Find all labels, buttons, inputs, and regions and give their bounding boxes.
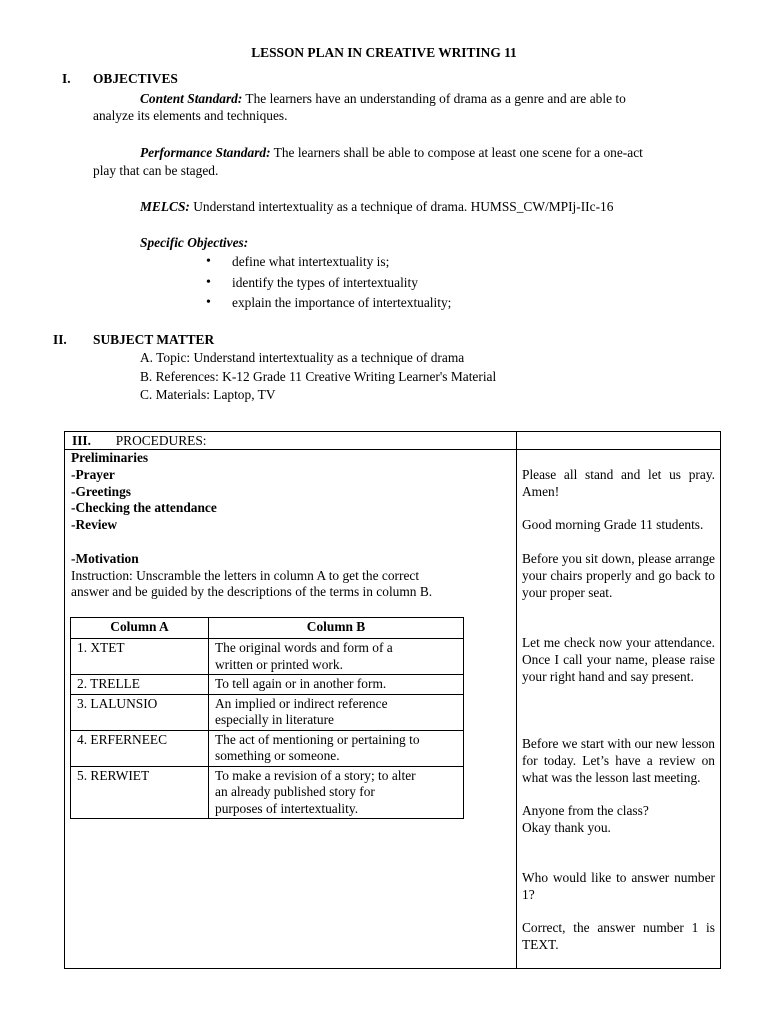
unscramble-table [70,617,464,819]
list-item: A. Topic: Understand intertextuality as a technique of drama [140,350,465,365]
subject-matter-heading: SUBJECT MATTER [93,332,215,347]
list-item: • define what intertextuality is; [232,253,451,274]
instruction-text: Instruction: Unscramble the letters in column A to get the correct [71,568,420,583]
description-line: something or someone. [215,748,340,763]
procedures-header [72,432,206,449]
column-b-header: Column B [209,618,464,639]
scrambled-word: 4. ERFERNEEC [71,730,209,766]
header-divider [65,449,720,450]
table-row [71,694,464,730]
specific-objectives-label: Specific Objectives: [140,235,249,250]
procedures-heading: PROCEDURES: [115,433,207,448]
teacher-seating: Before you sit down, please arrange your chairs properly and go back to your proper seat. [522,551,715,600]
attendance-item: -Checking the attendance [71,500,217,515]
table-row [71,675,464,695]
objectives-number: I. [62,71,71,86]
term-description [209,766,464,819]
description-line: To tell again or in another form. [215,676,387,691]
column-divider [516,432,517,968]
scrambled-word: 1. XTET [71,639,209,675]
description-line: written or printed work. [215,656,343,672]
teacher-correct: Correct, the answer number 1 is TEXT. [522,920,715,952]
term-description [209,694,464,730]
document-title: LESSON PLAN IN CREATIVE WRITING 11 [251,45,517,60]
term-description [209,730,464,766]
description-line: To make a revision of a story; to alter [215,767,416,783]
content-standard-text-cont: analyze its elements and techniques. [93,108,288,123]
table-row [71,639,464,675]
teacher-greeting: Good morning Grade 11 students. [522,517,704,532]
scrambled-word: 5. RERWIET [71,766,209,819]
content-standard-text: The learners have an understanding of drama as a genre and are able to [242,91,626,106]
description-line: The act of mentioning or pertaining to [215,731,420,747]
description-line: purposes of intertextuality. [215,800,359,816]
greetings-item: -Greetings [71,484,131,499]
teacher-review: Before we start with our new lesson for today. Let’s have a review on what was the lesson last meeting. [522,736,715,785]
subject-matter-number: II. [53,332,67,347]
procedures-number: III. [72,433,91,448]
performance-standard-label: Performance Standard: [140,145,271,160]
melcs [140,198,613,215]
specific-objectives-list [232,253,451,315]
teacher-question: Anyone from the class? [522,803,649,818]
prayer-item: -Prayer [71,467,115,482]
teacher-ask-answer: Who would like to answer number 1? [522,870,715,902]
table-header-row [71,618,464,639]
objectives-heading: OBJECTIVES [93,71,178,86]
column-a-header: Column A [71,618,209,639]
preliminaries-heading: Preliminaries [71,450,149,465]
term-description [209,675,464,695]
list-item: B. References: K-12 Grade 11 Creative Writing Learner's Material [140,368,497,384]
list-item: • explain the importance of intertextuality; [232,294,451,315]
scrambled-word: 2. TRELLE [71,675,209,695]
melcs-text: Understand intertextuality as a technique of drama. HUMSS_CW/MPIj-IIc-16 [189,199,614,214]
description-line: especially in literature [215,712,334,727]
description-line: The original words and form of a [215,640,393,655]
teacher-thanks: Okay thank you. [522,820,611,835]
motivation-item: -Motivation [71,551,139,566]
performance-standard-text-cont: play that can be staged. [93,163,219,178]
description-line: an already published story for [215,784,375,799]
teacher-attendance: Let me check now your attendance. Once I call your name, please raise your right hand and say present. [522,635,715,684]
performance-standard-text: The learners shall be able to compose at least one scene for a one-act [270,145,643,160]
instruction-text-cont: answer and be guided by the descriptions of the terms in column B. [71,584,433,599]
performance-standard [140,144,643,161]
subject-matter-list [140,349,496,405]
description-line: An implied or indirect reference [215,695,388,711]
term-description [209,639,464,675]
list-item: C. Materials: Laptop, TV [140,387,276,402]
content-standard [140,90,626,107]
content-standard-label: Content Standard: [140,91,243,106]
table-row [71,730,464,766]
scrambled-word: 3. LALUNSIO [71,694,209,730]
table-row [71,766,464,819]
teacher-prayer: Please all stand and let us pray. Amen! [522,467,715,499]
list-item: • identify the types of intertextuality [232,274,451,295]
review-item: -Review [71,517,118,532]
melcs-label: MELCS: [140,199,190,214]
